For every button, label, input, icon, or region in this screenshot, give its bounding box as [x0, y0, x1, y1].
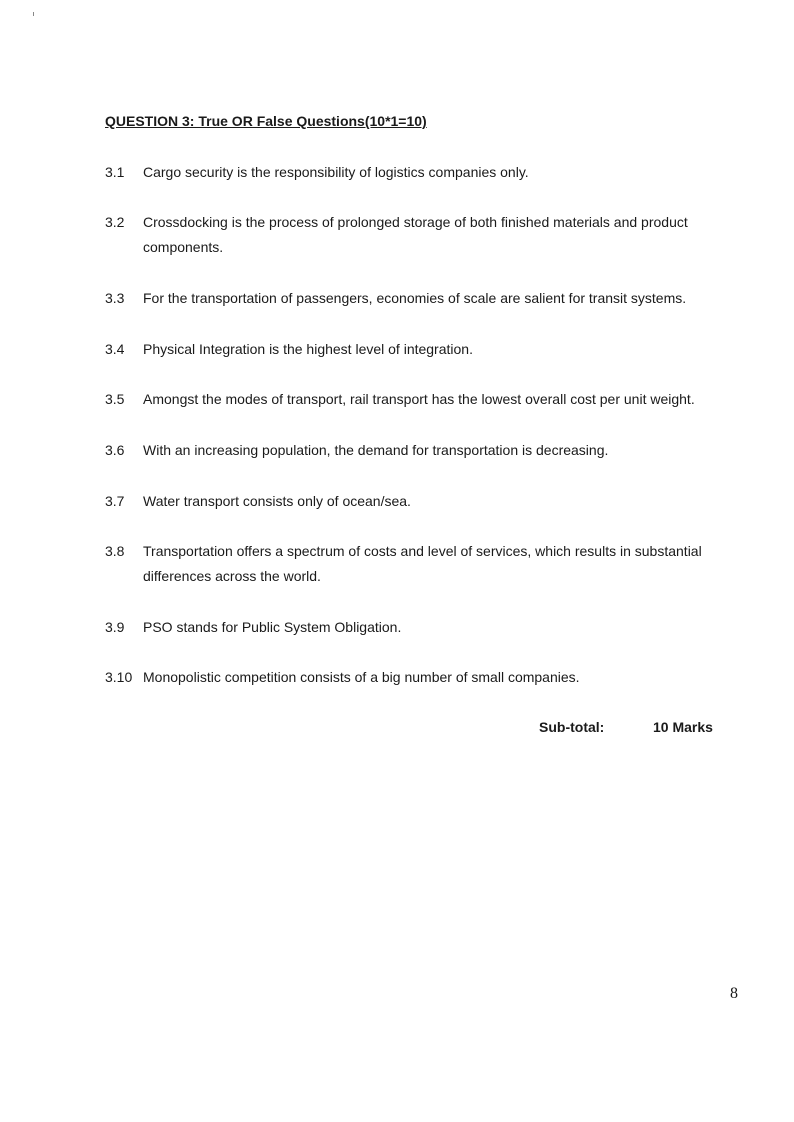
- question-item: [105, 438, 745, 463]
- question-text: Crossdocking is the process of prolonged storage of both finished materials and product components.: [143, 214, 688, 255]
- scan-artifact-mark: [33, 12, 34, 16]
- question-number: 3.4: [105, 341, 125, 357]
- subtotal-label: Sub-total:: [539, 719, 605, 735]
- question-text: Monopolistic competition consists of a big number of small companies.: [143, 669, 580, 685]
- question-text: Transportation offers a spectrum of costs and level of services, which results in substantial differences across the world.: [143, 543, 702, 584]
- question-text: For the transportation of passengers, economies of scale are salient for transit systems.: [143, 290, 687, 306]
- question-number: 3.6: [105, 442, 125, 458]
- question-number: 3.9: [105, 619, 125, 635]
- question-number: 3.8: [105, 543, 125, 559]
- question-number: 3.10: [105, 669, 133, 685]
- question-number: 3.7: [105, 493, 125, 509]
- question-text: With an increasing population, the demand for transportation is decreasing.: [143, 442, 609, 458]
- page-number: 8: [730, 985, 738, 1002]
- question-item: [105, 160, 745, 185]
- question-text: PSO stands for Public System Obligation.: [143, 619, 402, 635]
- question-item: [105, 489, 745, 514]
- question-item: [105, 337, 745, 362]
- question-text: Amongst the modes of transport, rail transport has the lowest overall cost per unit weight.: [143, 391, 695, 407]
- question-text: Physical Integration is the highest level of integration.: [143, 341, 473, 357]
- question-number: 3.3: [105, 290, 125, 306]
- question-text: Cargo security is the responsibility of logistics companies only.: [143, 164, 529, 180]
- question-text: Water transport consists only of ocean/sea.: [143, 493, 411, 509]
- question-item: [105, 665, 745, 690]
- question-number: 3.5: [105, 391, 125, 407]
- question-item: [105, 387, 745, 412]
- question-number: 3.2: [105, 214, 125, 230]
- question-heading: QUESTION 3: True OR False Questions(10*1=10): [105, 113, 427, 129]
- question-number: 3.1: [105, 164, 125, 180]
- question-item: [105, 615, 745, 640]
- question-item: [105, 539, 745, 589]
- question-item: [105, 210, 745, 260]
- question-item: [105, 286, 745, 311]
- subtotal-value: 10 Marks: [653, 719, 713, 735]
